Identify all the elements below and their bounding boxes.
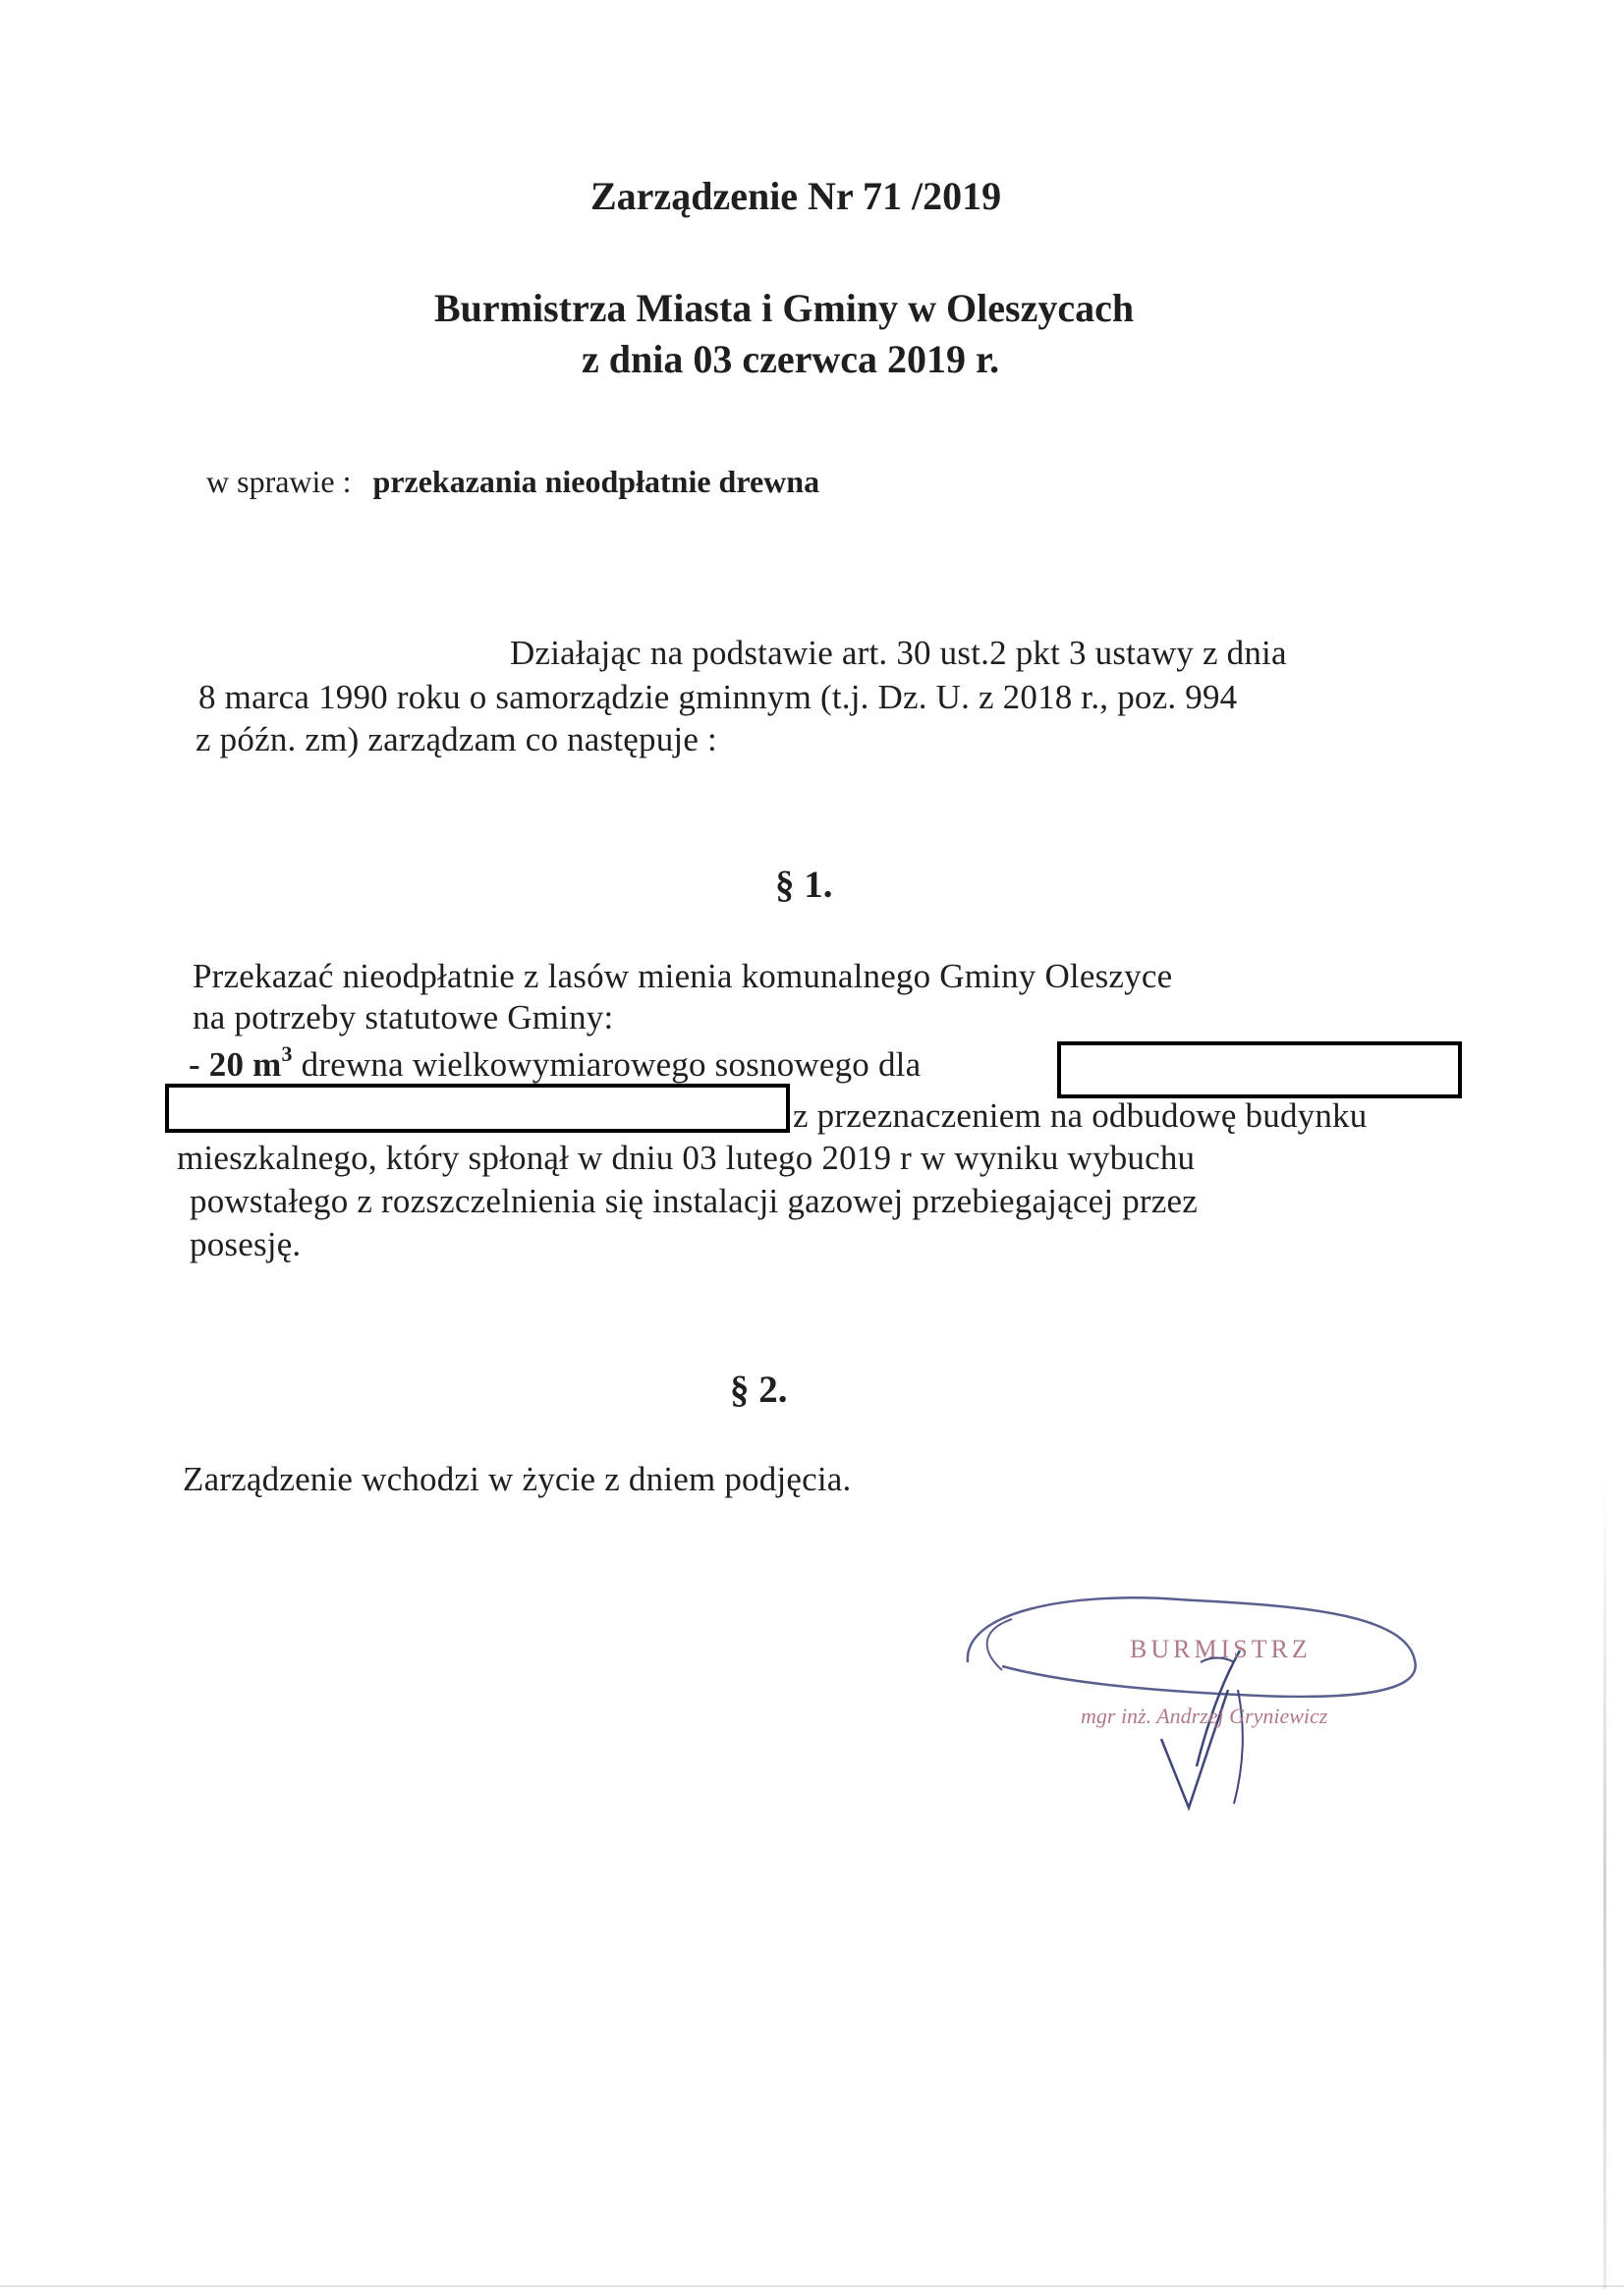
subject-text: przekazania nieodpłatnie drewna (372, 464, 820, 499)
preamble-line-1: Działając na podstawie art. 30 ust.2 pkt 3 ustawy z dnia (510, 634, 1287, 672)
section-1-mark: § 1. (775, 864, 833, 906)
section-1-line-5: mieszkalnego, który spłonął w dniu 03 lutego 2019 r w wyniku wybuchu (177, 1139, 1196, 1177)
scan-edge-bottom (0, 2285, 1624, 2287)
item-quantity: - 20 m (189, 1045, 282, 1084)
section-1-line-2: na potrzeby statutowe Gminy: (193, 998, 614, 1036)
subject-label: w sprawie : (206, 464, 352, 499)
item-unit-exponent: 3 (281, 1041, 293, 1067)
issuer-line: Burmistrza Miasta i Gminy w Oleszycach (434, 286, 1135, 330)
item-description: drewna wielkowymiarowego sosnowego dla (292, 1045, 922, 1084)
section-2-mark: § 2. (730, 1369, 788, 1411)
document-title: Zarządzenie Nr 71 /2019 (590, 174, 1002, 218)
mayor-stamp (943, 1572, 1434, 1827)
preamble-line-2: 8 marca 1990 roku o samorządzie gminnym (t.j. Dz. U. z 2018 r., poz. 994 (198, 678, 1238, 716)
date-line: z dnia 03 czerwca 2019 r. (582, 337, 1000, 381)
section-1-line-6: powstałego z rozszczelnienia się instalacji gazowej przebiegającej przez (190, 1182, 1198, 1220)
section-1-line-1: Przekazać nieodpłatnie z lasów mienia komunalnego Gminy Oleszyce (193, 957, 1173, 995)
section-1-line-7: posesję. (190, 1225, 302, 1263)
subject-row (206, 464, 819, 500)
preamble-line-3: z późn. zm) zarządzam co następuje : (196, 720, 717, 758)
signature-drawing (943, 1572, 1434, 1827)
section-1-line-4: z przeznaczeniem na odbudowę budynku (793, 1096, 1368, 1135)
scan-edge-right (1603, 1474, 1606, 2289)
redaction-box-1 (1057, 1041, 1462, 1098)
stamp-title: BURMISTRZ (1130, 1635, 1312, 1663)
section-2-text: Zarządzenie wchodzi w życie z dniem podjęcia. (183, 1460, 852, 1498)
stamp-name: mgr inż. Andrzej Gryniewicz (1081, 1704, 1328, 1728)
redaction-box-2 (165, 1084, 790, 1133)
section-1-item (189, 1041, 922, 1085)
